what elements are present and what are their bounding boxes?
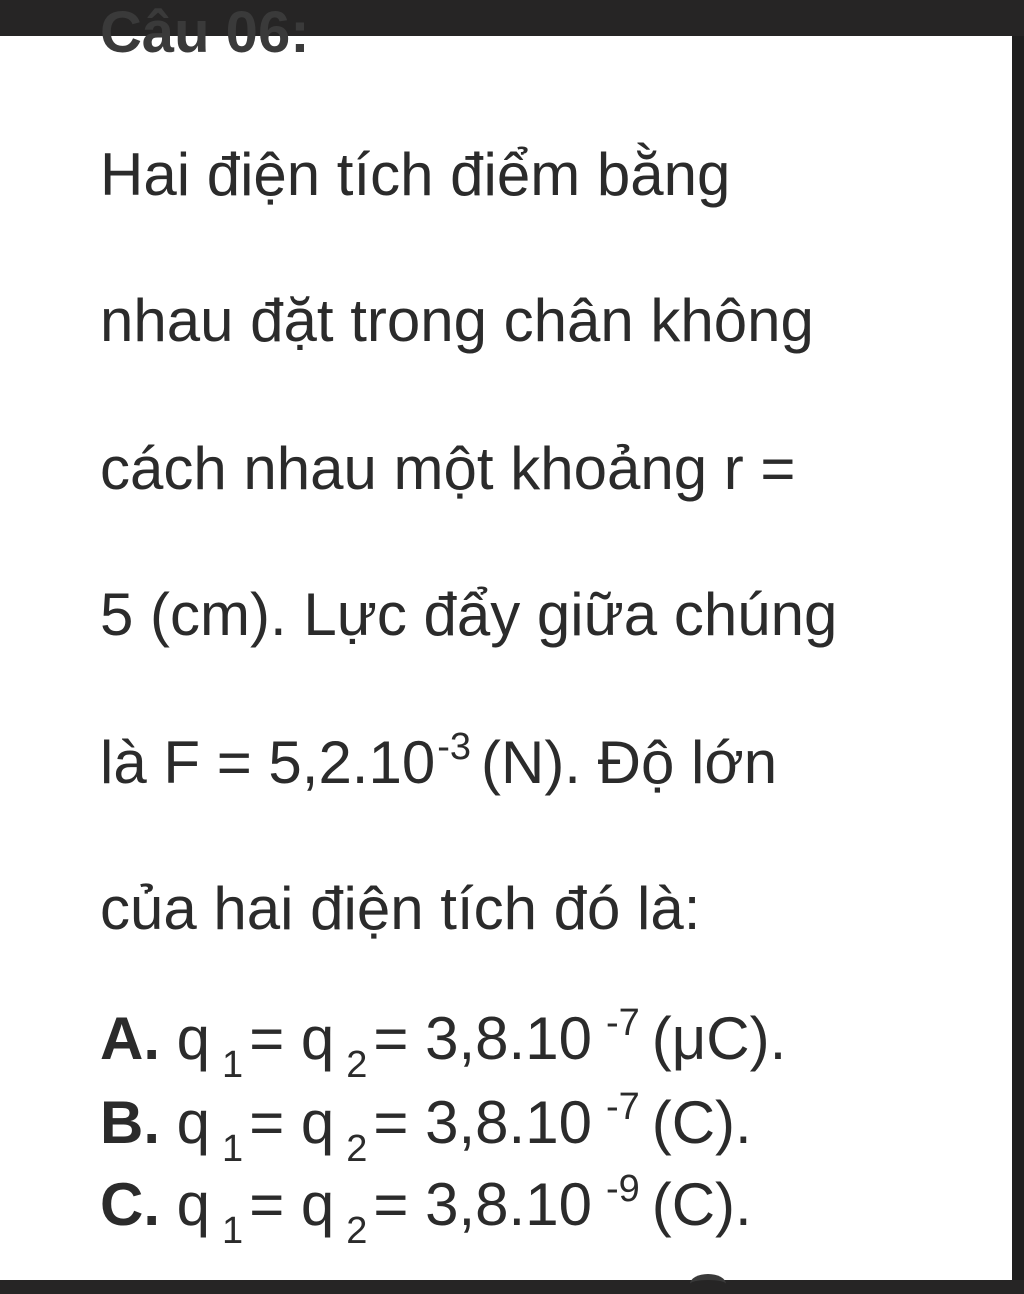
line5-text-before: là F = 5,2.10 bbox=[100, 729, 436, 796]
option-c[interactable] bbox=[100, 1168, 752, 1252]
option-c-exponent: -9 bbox=[605, 1168, 640, 1210]
option-b-letter: B. bbox=[100, 1089, 160, 1156]
option-b-value: = 3,8.10 bbox=[373, 1089, 592, 1156]
option-c-letter: C. bbox=[100, 1171, 160, 1238]
option-b-sub1: 1 bbox=[222, 1128, 244, 1170]
option-b-unit: (C). bbox=[651, 1089, 752, 1156]
option-c-q: q bbox=[176, 1171, 211, 1238]
next-option-fragment bbox=[690, 1274, 726, 1294]
option-b-q: q bbox=[176, 1089, 211, 1156]
line5-exponent: -3 bbox=[437, 726, 472, 768]
line5-text-after: (N). Độ lớn bbox=[481, 729, 778, 796]
screen-edge bbox=[1012, 36, 1024, 1280]
option-c-sub1: 1 bbox=[222, 1210, 244, 1252]
question-line-6: của hai điện tích đó là: bbox=[100, 875, 701, 942]
option-a-letter: A. bbox=[100, 1005, 160, 1072]
option-a[interactable] bbox=[100, 1002, 787, 1086]
question-line-5 bbox=[100, 728, 777, 806]
option-b-sub2: 2 bbox=[346, 1128, 368, 1170]
option-a-value: = 3,8.10 bbox=[373, 1005, 592, 1072]
option-b-exponent: -7 bbox=[605, 1086, 640, 1128]
question-heading-cut: Câu 06: bbox=[100, 0, 310, 65]
option-a-eq1: = q bbox=[249, 1005, 335, 1072]
option-a-q: q bbox=[176, 1005, 211, 1072]
option-b[interactable] bbox=[100, 1086, 752, 1170]
option-c-value: = 3,8.10 bbox=[373, 1171, 592, 1238]
question-line-3: cách nhau một khoảng r = bbox=[100, 435, 796, 502]
option-a-unit: (μC). bbox=[651, 1005, 787, 1072]
option-c-eq1: = q bbox=[249, 1171, 335, 1238]
option-c-unit: (C). bbox=[651, 1171, 752, 1238]
option-a-sub1: 1 bbox=[222, 1044, 244, 1086]
option-b-eq1: = q bbox=[249, 1089, 335, 1156]
option-a-exponent: -7 bbox=[605, 1002, 640, 1044]
option-c-sub2: 2 bbox=[346, 1210, 368, 1252]
question-line-4: 5 (cm). Lực đẩy giữa chúng bbox=[100, 581, 838, 648]
question-line-2: nhau đặt trong chân không bbox=[100, 287, 814, 354]
option-a-sub2: 2 bbox=[346, 1044, 368, 1086]
question-line-1: Hai điện tích điểm bằng bbox=[100, 141, 731, 208]
